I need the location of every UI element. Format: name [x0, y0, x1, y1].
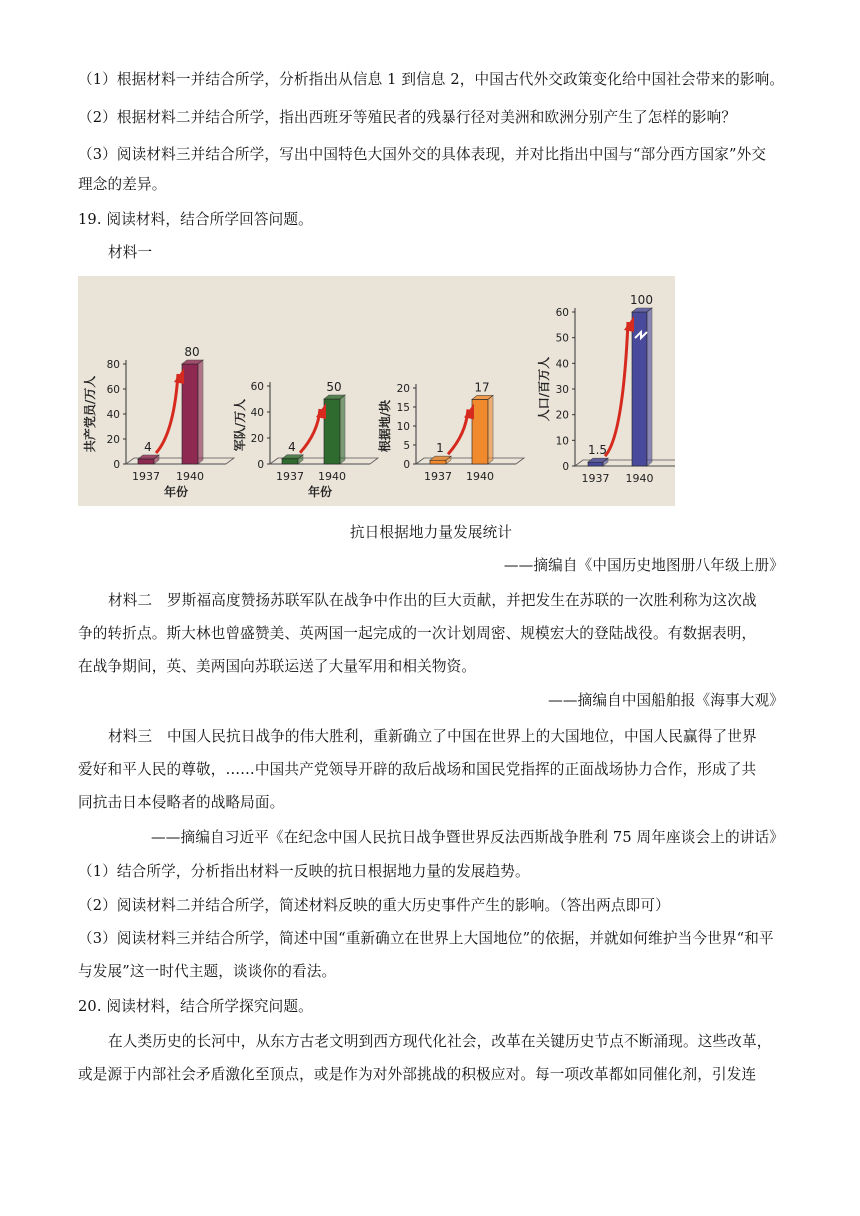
bar — [472, 399, 488, 464]
y-tick-label: 0 — [113, 459, 120, 471]
x-tick-label: 1937 — [581, 472, 610, 485]
y-tick-label: 40 — [250, 407, 264, 419]
y-tick-label: 10 — [396, 421, 410, 433]
y-tick-label: 20 — [250, 433, 264, 445]
x-tick-label: 1937 — [276, 470, 304, 483]
question-19-3-cont: 与发展”这一时代主题，谈谈你的看法。 — [78, 963, 337, 980]
x-tick-label: 1940 — [466, 470, 494, 483]
material-3-source: ——摘编自习近平《在纪念中国人民抗日战争暨世界反法西斯战争胜利 75 周年座谈会上的讲话》 — [151, 829, 784, 846]
y-tick-label: 40 — [555, 358, 569, 371]
bar — [588, 462, 603, 466]
data-label: 1 — [436, 441, 444, 456]
y-tick-label: 40 — [106, 409, 120, 421]
material-2-source: ——摘编自中国船舶报《海事大观》 — [548, 692, 784, 709]
y-tick-label: 20 — [106, 434, 120, 446]
x-tick-label: 1940 — [318, 470, 346, 483]
y-tick-label: 50 — [555, 332, 569, 345]
material-3-line-1: 材料三 中国人民抗日战争的伟大胜利，重新确立了中国在世界上的大国地位，中国人民赢得了世界 — [108, 728, 757, 745]
x-tick-label: 1940 — [625, 472, 654, 485]
y-axis-label: 根据地/块 — [378, 399, 392, 453]
question-19-3: （3）阅读材料三并结合所学，简述中国“重新确立在世界上大国地位”的依据，并就如何维护当今世界“和平 — [78, 930, 774, 947]
y-tick-label: 60 — [106, 384, 120, 396]
y-axis-label: 军队/万人 — [233, 398, 247, 452]
material-1-label: 材料一 — [108, 244, 153, 261]
y-tick-label: 20 — [396, 383, 410, 395]
y-tick-label: 15 — [396, 402, 410, 414]
growth-arrow-head — [624, 316, 634, 332]
question-18-3-cont: 理念的差异。 — [78, 176, 167, 193]
figure-caption: 抗日根据地力量发展统计 — [349, 524, 513, 541]
material-2-line-2: 争的转折点。斯大林也曾盛赞美、英两国一起完成的一次计划周密、规模宏大的登陆战役。有数据表明， — [78, 625, 757, 642]
data-label: 4 — [144, 440, 152, 454]
y-tick-label: 0 — [403, 459, 410, 471]
growth-arrow — [300, 409, 320, 453]
y-tick-label: 5 — [403, 440, 410, 452]
question-18-1: （1）根据材料一并结合所学，分析指出从信息 1 到信息 2，中国古代外交政策变化给中国社会带来的影响。 — [78, 71, 785, 88]
bar-side — [647, 308, 652, 466]
x-axis-label: 年份 — [307, 485, 333, 499]
y-tick-label: 60 — [250, 381, 264, 393]
y-axis-label: 共产党员/万人 — [83, 375, 97, 453]
bar-charts — [78, 276, 675, 506]
question-19-heading: 19. 阅读材料，结合所学回答问题。 — [78, 211, 313, 228]
data-label: 4 — [288, 439, 296, 454]
y-tick-label: 30 — [555, 384, 569, 396]
question-20-para-line-2: 或是源于内部社会矛盾激化至顶点，或是作为对外部挑战的积极应对。每一项改革都如同催化剂，引发连 — [78, 1066, 757, 1083]
bar-chart-figure — [78, 276, 675, 506]
bar-side — [198, 360, 203, 464]
data-label: 1.5 — [587, 443, 608, 458]
x-tick-label: 1937 — [132, 470, 160, 483]
x-tick-label: 1937 — [424, 470, 452, 483]
data-label: 100 — [630, 293, 653, 307]
bar — [138, 459, 154, 464]
growth-arrow — [605, 322, 628, 456]
question-20-para-line-1: 在人类历史的长河中，从东方古老文明到西方现代化社会，改革在关键历史节点不断涌现。这些改革， — [108, 1033, 772, 1050]
y-tick-label: 80 — [106, 359, 120, 371]
question-18-3: （3）阅读材料三并结合所学，写出中国特色大国外交的具体表现，并对比指出中国与“部分西方国家”外交 — [78, 146, 767, 163]
material-2-line-3: 在战争期间，英、美两国向苏联运送了大量军用和相关物资。 — [78, 658, 477, 675]
data-label: 17 — [474, 380, 490, 395]
bar — [182, 364, 198, 464]
question-19-2: （2）阅读材料二并结合所学，简述材料反映的重大历史事件产生的影响。（答出两点即可） — [78, 897, 670, 914]
bar-side — [340, 395, 345, 464]
growth-arrow-head — [464, 403, 474, 419]
material-3-line-3: 同抗击日本侵略者的战略局面。 — [78, 794, 285, 811]
data-label: 50 — [326, 380, 342, 394]
y-axis-label: 人口/百万人 — [537, 356, 551, 422]
y-tick-label: 10 — [555, 435, 569, 448]
material-1-source: ——摘编自《中国历史地图册八年级上册》 — [503, 557, 784, 574]
growth-arrow — [156, 374, 178, 453]
bar-side — [488, 395, 493, 464]
data-label: 80 — [184, 345, 200, 359]
material-2-line-1: 材料二 罗斯福高度赞扬苏联军队在战争中作出的巨大贡献，并把发生在苏联的一次胜利称为这次战 — [108, 592, 757, 609]
y-tick-label: 0 — [562, 461, 569, 473]
y-tick-label: 0 — [257, 459, 264, 471]
question-19-1: （1）结合所学，分析指出材料一反映的抗日根据地力量的发展趋势。 — [78, 863, 530, 880]
bar — [430, 460, 446, 464]
bar — [282, 459, 298, 464]
bar — [324, 399, 340, 464]
growth-arrow-head — [316, 403, 326, 419]
x-axis-label: 年份 — [163, 485, 189, 499]
question-20-heading: 20. 阅读材料，结合所学探究问题。 — [78, 998, 313, 1015]
x-tick-label: 1940 — [176, 470, 204, 483]
y-tick-label: 20 — [555, 409, 569, 422]
question-18-2: （2）根据材料二并结合所学，指出西班牙等殖民者的残暴行径对美洲和欧洲分别产生了怎样的影响？ — [78, 109, 737, 126]
growth-arrow-head — [174, 368, 184, 384]
y-tick-label: 60 — [555, 307, 569, 319]
material-3-line-2: 爱好和平人民的尊敬，……中国共产党领导开辟的敌后战场和国民党指挥的正面战场协力合作，形成了共 — [78, 761, 757, 778]
